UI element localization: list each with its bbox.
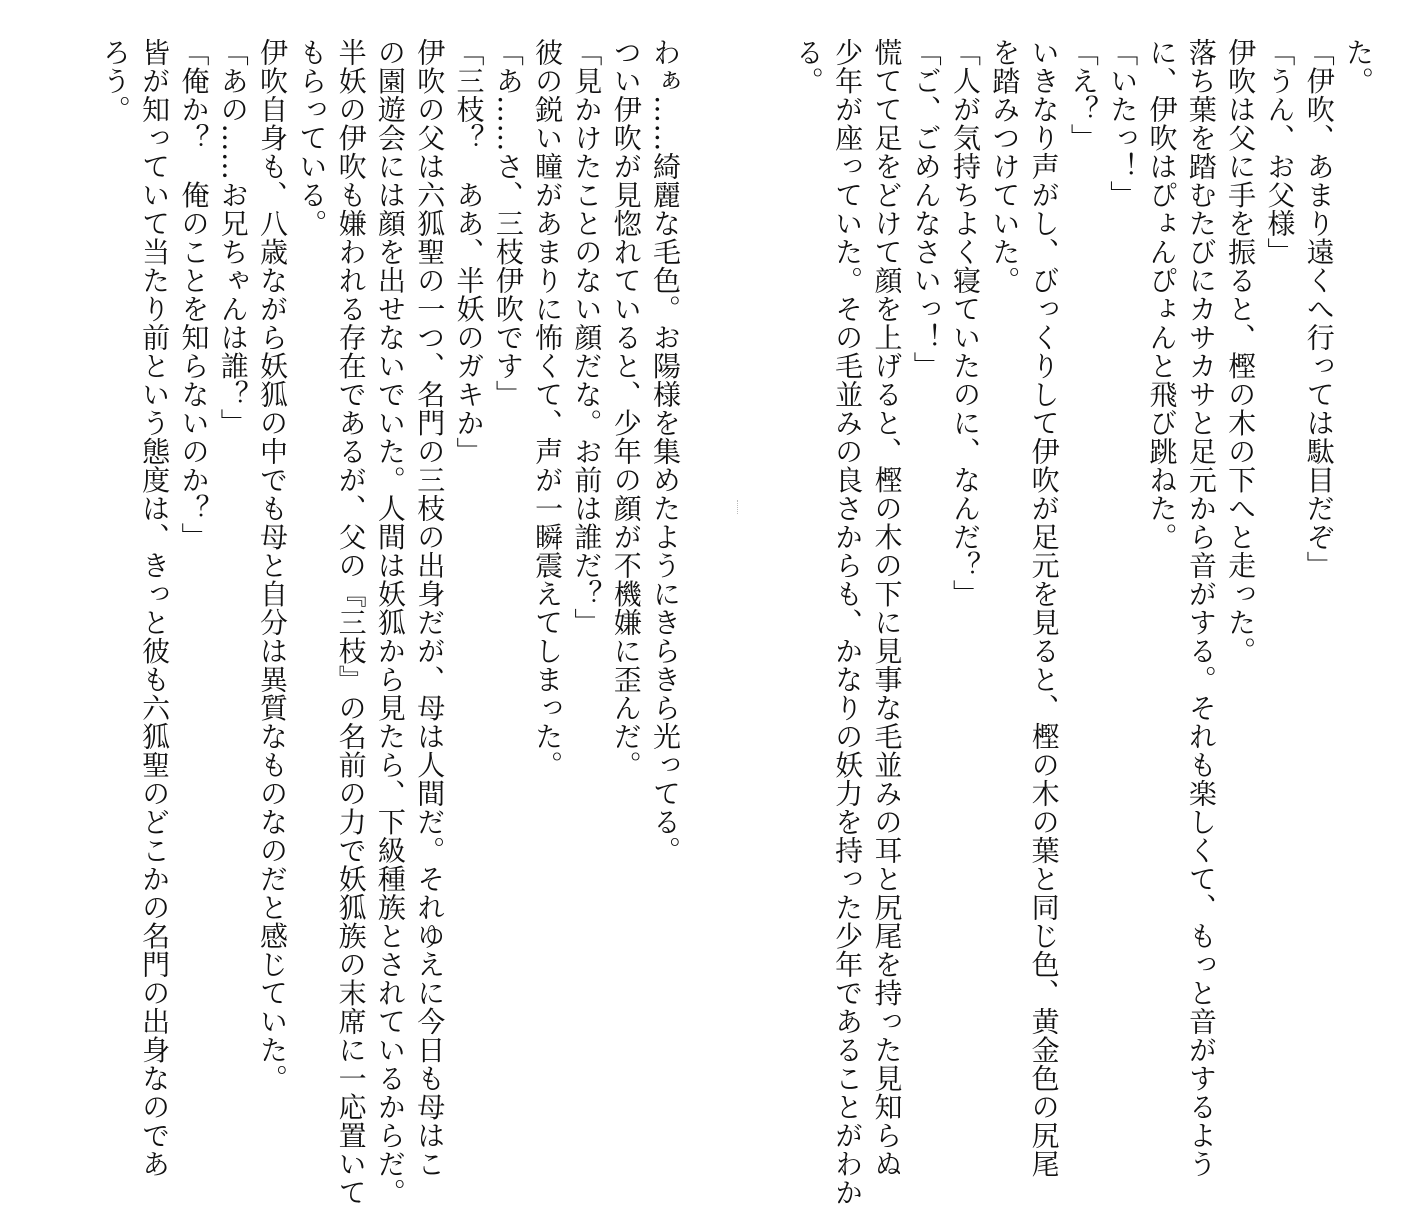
text-line: 「人が気持ちよく寝ていたのに、なんだ？」	[949, 38, 983, 608]
text-line: 皆が知っていて当たり前という態度は、きっと彼も六狐聖のどこかの名門の出身なのであ	[138, 38, 172, 1178]
text-line: つい伊吹が見惚れていると、少年の顔が不機嫌に歪んだ。	[609, 38, 643, 779]
text-line: た。	[1342, 38, 1375, 95]
text-line: る。	[791, 38, 825, 95]
text-line: もらっている。	[295, 38, 329, 238]
text-line: 「え？」	[1066, 38, 1100, 152]
text-line: 「ご、ごめんなさいっ！」	[909, 38, 943, 380]
left-text-column-block	[96, 38, 685, 1207]
text-line: わぁ……綺麗な毛色。お陽様を集めたようにきらきら光ってる。	[649, 38, 682, 865]
text-line: 伊吹の父は六狐聖の一つ、名門の三枝の出身だが、母は人間だ。それゆえに今日も母はこ	[413, 38, 447, 1178]
text-line: 「あ……さ、三枝伊吹です」	[491, 38, 525, 409]
text-line: 伊吹自身も、八歳ながら妖狐の中でも母と自分は異質なものなのだと感じていた。	[256, 38, 290, 1093]
text-line: 「うん、お父様」	[1263, 38, 1297, 266]
text-line: ろう。	[98, 38, 132, 124]
text-line: 「三枝？ ああ、半妖のガキか」	[452, 38, 486, 466]
text-line: 「いたっ！」	[1106, 38, 1140, 209]
text-line: 彼の鋭い瞳があまりに怖くて、声が一瞬震えてしまった。	[531, 38, 565, 779]
text-line: 「伊吹、あまり遠くへ行っては駄目だぞ」	[1302, 38, 1336, 580]
right-text-column-block	[789, 38, 1378, 1207]
text-line: 「あの……お兄ちゃんは誰？」	[216, 38, 250, 437]
text-line: 半妖の伊吹も嫌われる存在であるが、父の『三枝』の名前の力で妖狐族の末席に一応置いて	[334, 38, 368, 1207]
section-break-mark	[737, 500, 742, 514]
text-line: 落ち葉を踏むたびにカサカサと足元から音がする。それも楽しくて、もっと音がするよう	[1184, 38, 1218, 1178]
text-line: の園遊会には顔を出せないでいた。人間は妖狐から見たら、下級種族とされているからだ。	[373, 38, 407, 1207]
text-line: を踏みつけていた。	[988, 38, 1022, 295]
text-line: 少年が座っていた。その毛並みの良さからも、かなりの妖力を持った少年であることがわか	[831, 38, 865, 1207]
text-line: 「俺か？ 俺のことを知らないのか？」	[177, 38, 211, 551]
text-line: 伊吹は父に手を振ると、樫の木の下へと走った。	[1224, 38, 1258, 665]
text-line: いきなり声がし、びっくりして伊吹が足元を見ると、樫の木の葉と同じ色、黄金色の尻尾	[1027, 38, 1061, 1178]
text-line: 慌てて足をどけて顔を上げると、樫の木の下に見事な毛並みの耳と尻尾を持った見知らぬ	[870, 38, 904, 1178]
text-line: に、伊吹はぴょんぴょんと飛び跳ねた。	[1145, 38, 1179, 551]
text-line: 「見かけたことのない顔だな。お前は誰だ？」	[570, 38, 604, 637]
